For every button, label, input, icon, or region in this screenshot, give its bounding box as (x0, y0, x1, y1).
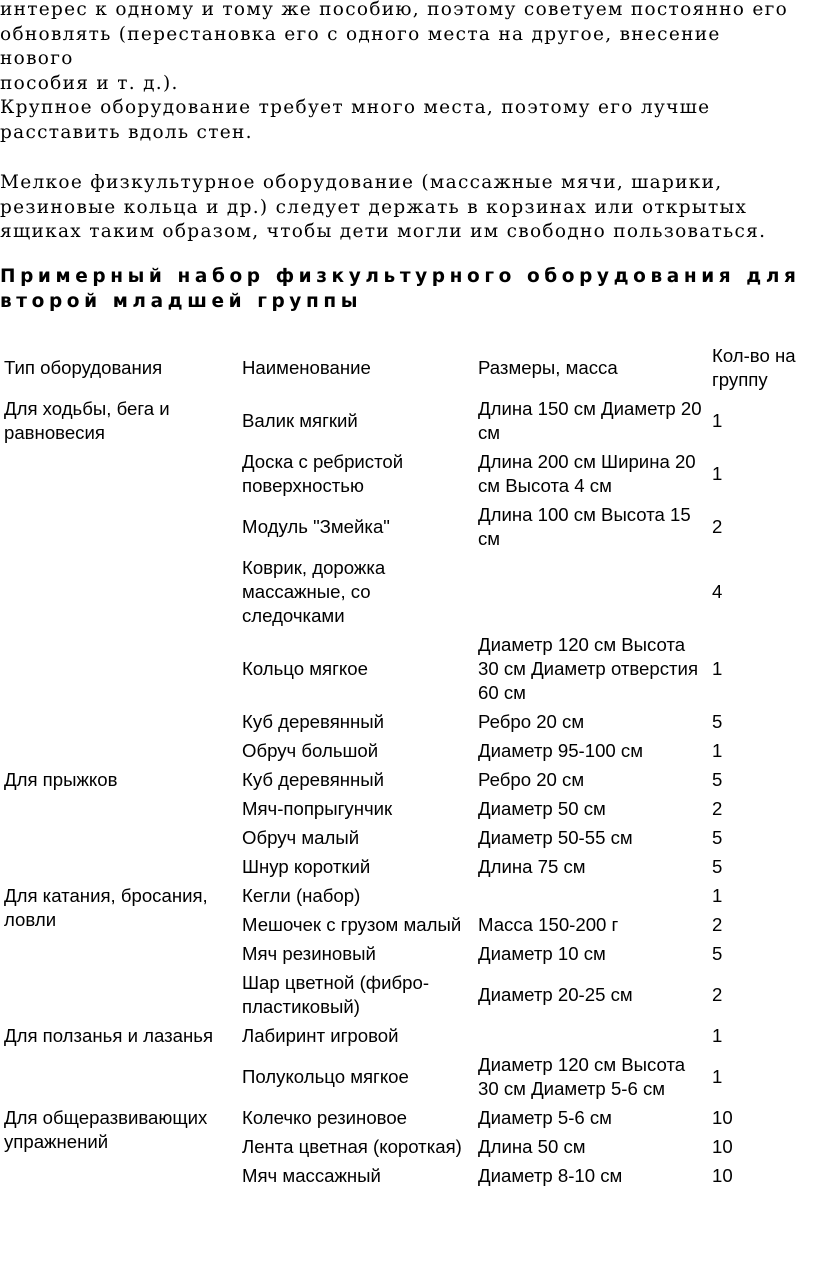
equipment-name-cell: Валик мягкий (242, 410, 358, 431)
equipment-name-cell: Доска с ребристой поверхностью (242, 451, 404, 496)
equipment-size-cell: Диаметр 10 см (478, 943, 606, 964)
equipment-quantity-cell: 5 (712, 827, 723, 848)
equipment-type-cell: Для катания, бросания, ловли (4, 885, 208, 930)
equipment-size-cell: Длина 200 см Ширина 20 см Высота 4 см (478, 451, 696, 496)
equipment-size-cell (474, 882, 708, 911)
equipment-size-cell (474, 1022, 708, 1051)
equipment-quantity-cell: 1 (712, 463, 723, 484)
equipment-name-cell: Мяч массажный (242, 1165, 381, 1186)
equipment-quantity-cell: 1 (712, 740, 723, 761)
table-row (0, 882, 808, 911)
intro-paragraph-1: интерес к одному и тому же пособию, поэтому советуем постоянно его обновлять (перестановка его с одного места на другое, внесение нового пособия и т. д.). (0, 0, 789, 94)
equipment-quantity-cell: 10 (712, 1107, 733, 1128)
equipment-quantity-cell: 1 (712, 410, 723, 431)
equipment-size-cell: Диаметр 8-10 см (478, 1165, 623, 1186)
table-row (0, 1022, 808, 1051)
equipment-quantity-cell: 2 (712, 516, 723, 537)
equipment-size-cell: Длина 75 см (478, 856, 586, 877)
equipment-type-cell: Для ходьбы, бега и равновесия (4, 398, 170, 443)
equipment-quantity-cell: 1 (712, 658, 723, 679)
equipment-quantity-cell: 5 (712, 711, 723, 732)
equipment-type-cell: Для прыжков (4, 769, 118, 790)
equipment-name-cell: Мяч-попрыгунчик (242, 798, 393, 819)
equipment-name-cell: Кегли (набор) (242, 885, 361, 906)
equipment-type-cell: Для общеразвивающих упражнений (4, 1107, 208, 1152)
equipment-quantity-cell: 1 (712, 1066, 723, 1087)
equipment-quantity-cell: 4 (712, 581, 723, 602)
equipment-size-cell: Диаметр 20-25 см (478, 984, 633, 1005)
equipment-size-cell: Ребро 20 см (478, 711, 585, 732)
equipment-quantity-cell: 1 (712, 1025, 723, 1046)
section-heading: Примерный набор физкультурного оборудования для второй младшей группы (0, 266, 801, 312)
equipment-size-cell: Масса 150-200 г (478, 914, 619, 935)
equipment-size-cell: Диаметр 50-55 см (478, 827, 633, 848)
equipment-quantity-cell: 2 (712, 984, 723, 1005)
equipment-name-cell: Лабиринт игровой (242, 1025, 399, 1046)
equipment-name-cell: Обруч большой (242, 740, 379, 761)
equipment-name-cell: Модуль "Змейка" (242, 516, 390, 537)
equipment-name-cell: Мяч резиновый (242, 943, 376, 964)
equipment-size-cell: Диаметр 120 см Высота 30 см Диаметр отверстия 60 см (478, 634, 699, 703)
equipment-quantity-cell: 5 (712, 856, 723, 877)
equipment-name-cell: Шнур короткий (242, 856, 371, 877)
table-row (0, 766, 808, 795)
equipment-type-cell: Для ползанья и лазанья (4, 1025, 214, 1046)
equipment-quantity-cell: 5 (712, 769, 723, 790)
equipment-size-cell: Диаметр 5-6 см (478, 1107, 612, 1128)
equipment-quantity-cell: 2 (712, 914, 723, 935)
equipment-size-cell: Длина 50 см (478, 1136, 586, 1157)
equipment-name-cell: Лента цветная (короткая) (242, 1136, 462, 1157)
equipment-size-cell (474, 554, 708, 631)
equipment-name-cell: Колечко резиновое (242, 1107, 408, 1128)
header-type: Тип оборудования (4, 357, 163, 378)
equipment-name-cell: Куб деревянный (242, 769, 385, 790)
equipment-name-cell: Кольцо мягкое (242, 658, 368, 679)
header-size: Размеры, масса (478, 357, 618, 378)
intro-paragraph-3: Мелкое физкультурное оборудование (массажные мячи, шарики, резиновые кольца и др.) следует держать в корзинах или открытых ящиках таким образом, чтобы дети могли им свободно пользоваться. (0, 172, 767, 242)
header-name: Наименование (242, 357, 371, 378)
table-row (0, 395, 808, 448)
equipment-size-cell: Диаметр 95-100 см (478, 740, 643, 761)
equipment-quantity-cell: 10 (712, 1136, 733, 1157)
equipment-name-cell: Шар цветной (фибро-пластиковый) (242, 972, 430, 1017)
equipment-table (0, 342, 808, 1191)
table-body (0, 395, 808, 1191)
equipment-quantity-cell: 2 (712, 798, 723, 819)
equipment-size-cell: Длина 100 см Высота 15 см (478, 504, 691, 549)
table-header-row (0, 342, 808, 395)
intro-paragraph-2: Крупное оборудование требует много места, поэтому его лучше расставить вдоль стен. (0, 97, 711, 143)
equipment-name-cell: Мешочек с грузом малый (242, 914, 462, 935)
equipment-size-cell: Диаметр 50 см (478, 798, 606, 819)
header-quantity: Кол-во на группу (712, 345, 796, 390)
equipment-size-cell: Ребро 20 см (478, 769, 585, 790)
equipment-quantity-cell: 10 (712, 1165, 733, 1186)
equipment-quantity-cell: 1 (712, 885, 723, 906)
equipment-name-cell: Обруч малый (242, 827, 360, 848)
equipment-size-cell: Диаметр 120 см Высота 30 см Диаметр 5-6 см (478, 1054, 686, 1099)
equipment-quantity-cell: 5 (712, 943, 723, 964)
equipment-size-cell: Длина 150 см Диаметр 20 см (478, 398, 702, 443)
equipment-name-cell: Коврик, дорожка массажные, со следочками (242, 557, 386, 626)
equipment-name-cell: Куб деревянный (242, 711, 385, 732)
equipment-name-cell: Полукольцо мягкое (242, 1066, 409, 1087)
table-row (0, 1104, 808, 1133)
